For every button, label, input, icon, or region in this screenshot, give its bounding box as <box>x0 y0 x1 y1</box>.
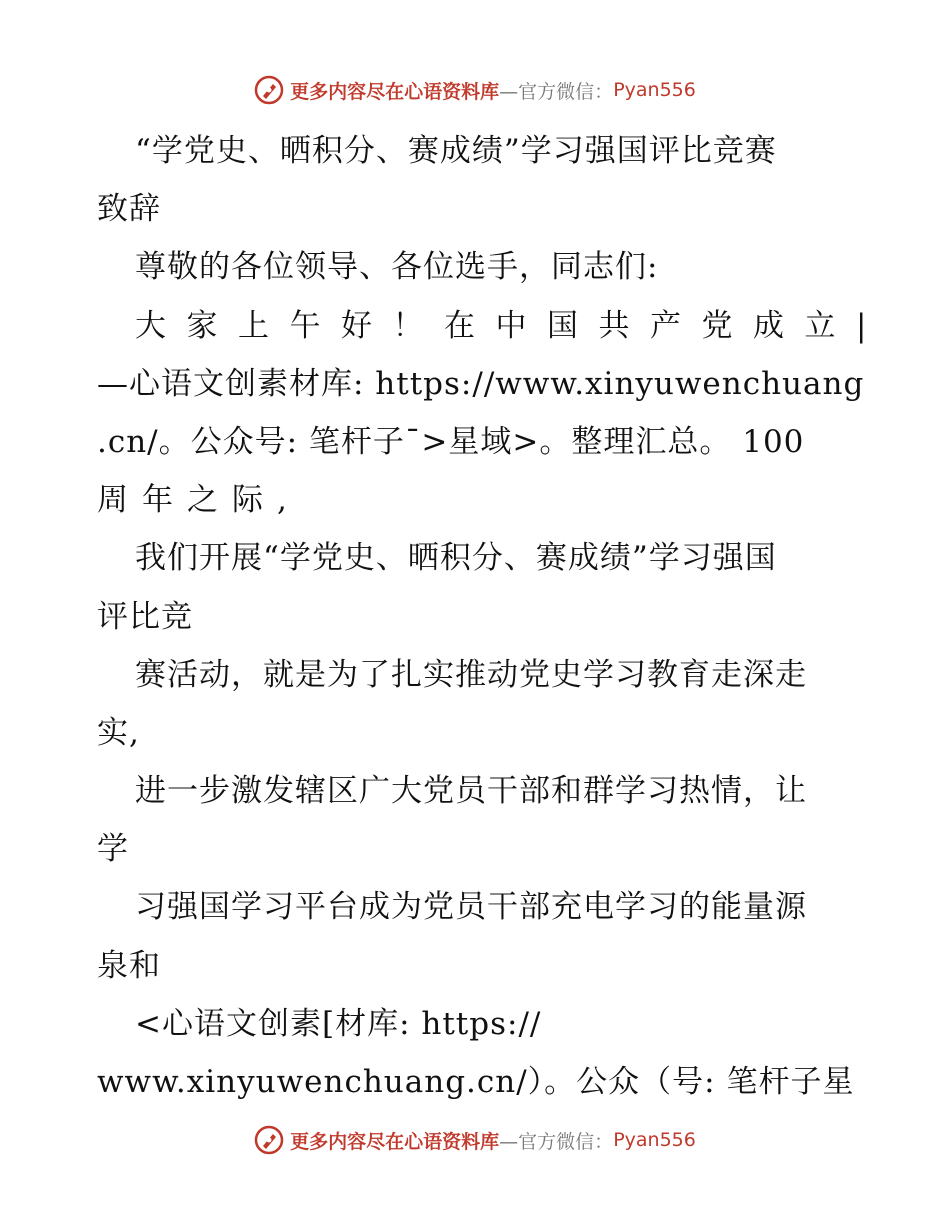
doc-line: 致辞 <box>97 191 161 228</box>
pen-seal-icon <box>254 75 284 105</box>
banner-wechat-account: Pyan556 <box>613 1129 696 1151</box>
doc-line: 学 <box>97 831 129 868</box>
doc-line: 习强国学习平台成为党员干部充电学习的能量源 <box>135 889 807 926</box>
footer-banner <box>0 1120 950 1160</box>
header-banner <box>0 70 950 110</box>
doc-line: 评比竞 <box>97 598 193 635</box>
doc-line: 赛活动，就是为了扎实推动党史学习教育走深走 <box>135 656 807 693</box>
banner-official-label: —官方微信： <box>499 1130 614 1153</box>
doc-line: —心语文创素材库: https://www.xinyuwenchuang <box>97 365 865 402</box>
banner-brand: 更多内容尽在心语资料库 <box>290 1130 500 1153</box>
document-body <box>97 122 887 1111</box>
banner-wechat-account: Pyan556 <box>613 79 696 101</box>
doc-line: 泉和 <box>97 947 161 984</box>
banner-brand: 更多内容尽在心语资料库 <box>290 80 500 103</box>
doc-line: 尊敬的各位领导、各位选手，同志们: <box>135 249 659 286</box>
pen-seal-icon <box>254 1125 284 1155</box>
doc-line: 进一步激发辖区广大党员干部和群学习热情，让 <box>135 773 807 810</box>
doc-line: 大家上午好！在中国共产党成立| <box>135 307 887 344</box>
doc-line: 周年之际, <box>97 482 301 519</box>
doc-line: <心语文创素[材库: https:// <box>135 1005 542 1042</box>
banner-official-label: —官方微信： <box>499 80 614 103</box>
doc-line: www.xinyuwenchuang.cn/）。公众（号: 笔杆子星 <box>97 1064 855 1100</box>
doc-line: “学党史、晒积分、赛成绩”学习强国评比竞赛 <box>135 133 777 169</box>
doc-line: 我们开展“学党史、晒积分、赛成绩”学习强国 <box>135 540 777 577</box>
doc-line: 实, <box>97 714 140 751</box>
doc-line: .cn/。公众号: 笔杆子¯>星域>。整理汇总。 100 <box>97 423 805 460</box>
